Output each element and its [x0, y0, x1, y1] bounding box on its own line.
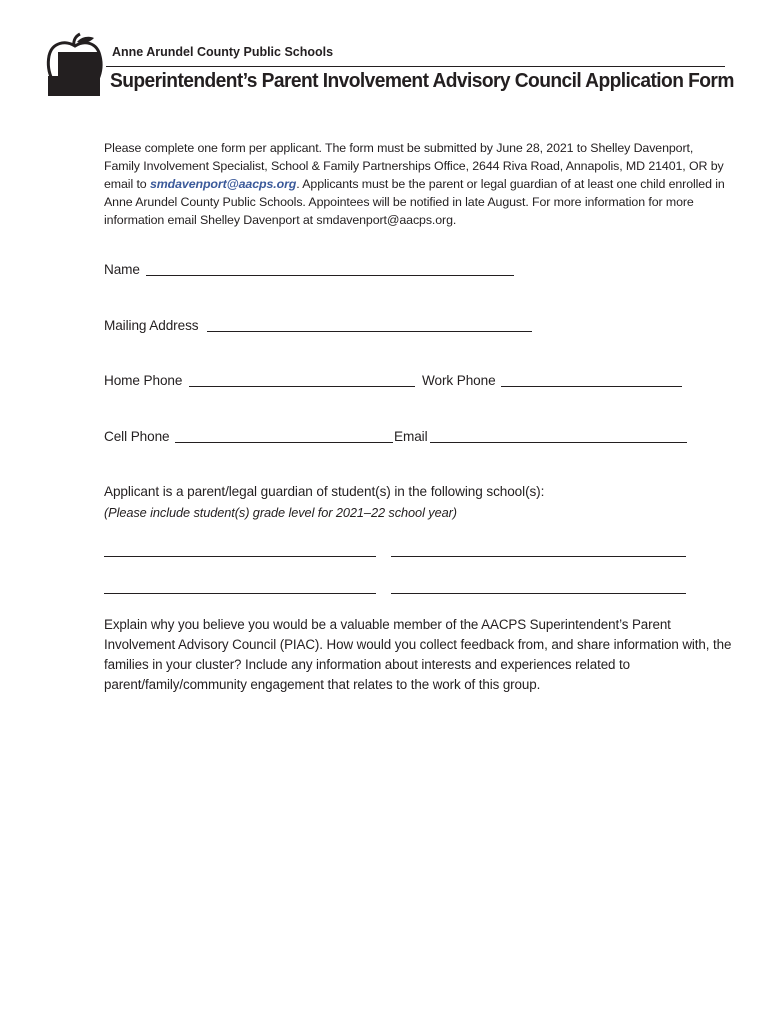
school-field-3[interactable]: [104, 593, 376, 594]
page-title: Superintendent’s Parent Involvement Advisory Council Application Form: [110, 70, 734, 92]
school-field-4[interactable]: [391, 593, 686, 594]
school-field-2[interactable]: [391, 556, 686, 557]
cell-phone-label: Cell Phone: [104, 429, 170, 444]
name-field[interactable]: [146, 275, 514, 276]
school-field-1[interactable]: [104, 556, 376, 557]
intro-text-end: . Applicants must be the parent or legal guardian of at least one child enrolled in Anne Arundel County Public Schools. Appointees will be notified in late August. For more information for more information email Shelley Davenport at smdavenport@aacps.org.: [104, 177, 725, 227]
email-link[interactable]: smdavenport@aacps.org: [149, 177, 297, 191]
organization-name: Anne Arundel County Public Schools: [112, 45, 334, 59]
email-field[interactable]: [430, 442, 687, 443]
email-label: Email: [394, 429, 428, 444]
home-phone-label: Home Phone: [104, 373, 183, 388]
cell-phone-field[interactable]: [175, 442, 393, 443]
home-phone-field[interactable]: [189, 386, 415, 387]
schools-prompt: Applicant is a parent/legal guardian of student(s) in the following school(s):: [104, 484, 545, 499]
work-phone-field[interactable]: [501, 386, 682, 387]
apple-logo-icon: [44, 32, 106, 98]
explain-prompt: Explain why you believe you would be a valuable member of the AACPS Superintendent’s Parent Involvement Advisory Council (PIAC). How would you collect feedback from, and share information with, the families in your cluster? Include any information about interests and experiences related to parent/family/community engagement that relates to the work of this group.: [104, 617, 732, 692]
schools-note: (Please include student(s) grade level for 2021–22 school year): [104, 505, 457, 520]
aacps-apple-logo: [44, 32, 106, 98]
mailing-address-field[interactable]: [207, 331, 532, 332]
mailing-address-label: Mailing Address: [104, 318, 199, 333]
work-phone-label: Work Phone: [422, 373, 496, 388]
name-label: Name: [104, 262, 140, 277]
intro-paragraph: [104, 139, 732, 229]
intro-text-start: Please complete one form per applicant. The form must be submitted by June 28, 2021 to Shelley Davenport, Family Involvement Specialist, School & Family Partnerships Office, 2644 Riva Road, Annapolis, MD 21401, OR by email to: [104, 141, 724, 191]
header-divider: [106, 66, 725, 67]
